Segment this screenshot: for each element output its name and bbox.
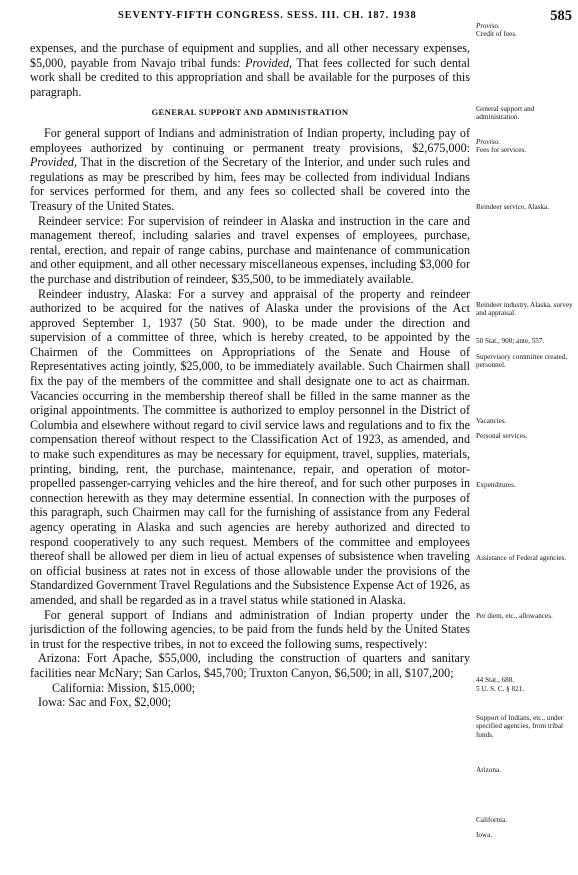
text-segment: For general support of Indians and administration of Indian property, including pay of employees authorized by continuing or permanent treaty provisions, $2,675,000: (30, 125, 470, 155)
text-segment: That in the discretion of the Secretary of the Interior, and under such rules and regulations as may be prescribed by him, fees may be collected from individual Indians for services performed for them, and any fees so collected shall be covered into the Treasury of the United States. (30, 155, 470, 213)
page-number: 585 (550, 8, 572, 24)
margin-note-text: Proviso. (476, 22, 500, 30)
paragraph-agency-support: For general support of Indians and administration of Indian property under the jurisdiction of the following agencies, to be paid from the funds held by the United States in trust for the respective tribes, in not to exceed the following sums, respectively: (30, 607, 470, 651)
text-segment: expenses, and the purchase of equipment and supplies, and all other necessary expenses, $5,000, payable from Navajo tribal funds: (30, 41, 470, 70)
margin-note-expenditures: Expenditures. (476, 481, 516, 489)
proviso-word: Provided, (30, 155, 77, 170)
margin-note-credit: Credit of fees. (476, 30, 517, 38)
paragraph-dental-fees (30, 41, 470, 99)
paragraph-iowa: Iowa: Sac and Fox, $2,000; (38, 695, 172, 710)
margin-note-arizona: Arizona. (476, 766, 501, 774)
proviso-word: Provided, (245, 55, 293, 70)
margin-note-text: Proviso. (476, 138, 500, 146)
margin-note-usc: 5 U. S. C. § 821. (476, 685, 525, 693)
margin-note-reindeer-service: Reindeer service, Alaska. (476, 203, 550, 211)
running-head: SEVENTY-FIFTH CONGRESS. SESS. III. CH. 187. 1938 (118, 10, 417, 21)
margin-note-assistance: Assistance of Federal agencies. (476, 554, 567, 562)
paragraph-reindeer-service: Reindeer service: For supervision of reindeer in Alaska and instruction in the care and management thereof, including salaries and travel expenses of employees, purchase, rental, erection, and repair of range cabins, purchase and maintenance of communication and other equipment, and all other necessary miscellaneous expenses, including $3,000 for the purchase and distribution of reindeer, $35,500, to be immediately available. (30, 213, 470, 286)
margin-note-general-support: General support and administration. (476, 105, 535, 122)
margin-note-reindeer-industry: Reindeer industry, Alaska, survey and appraisal. (476, 301, 573, 318)
margin-note-personal-services: Personal services. (476, 432, 528, 440)
margin-note-california: California. (476, 816, 507, 824)
margin-note-fees: Fees for services. (476, 146, 527, 154)
paragraph-general-support (30, 126, 470, 214)
margin-note-committee: Supervisory committee created, personnel. (476, 353, 568, 370)
margin-note-specified-agencies: Support of Indians, etc., under specified agencies, from tribal funds. (476, 714, 564, 739)
section-heading: GENERAL SUPPORT AND ADMINISTRATION (151, 107, 349, 118)
margin-note-stat-688: 44 Stat., 688. (476, 676, 515, 684)
margin-note-iowa: Iowa. (476, 831, 493, 839)
body-text (30, 41, 470, 710)
paragraph-arizona: Arizona: Fort Apache, $55,000, including the construction of quarters and sanitary facilities near McNary; San Carlos, $45,700; Truxton Canyon, $6,500; in all, $107,200; (30, 651, 470, 680)
paragraph-reindeer-industry: Reindeer industry, Alaska: For a survey and appraisal of the property and reindeer authorized to be acquired for the natives of Alaska under the provisions of the Act approved September 1, 1937 (50 Stat. 900), to be made under the direction and supervision of a committee of three, which is hereby created, to be appointed by the Chairmen of the Committees on Appropriations of the Senate and House of Representatives acting jointly, $25,000, to be immediately available. Such Chairmen shall fix the pay of the members of the committee and shall designate one to act as chairman. Vacancies occurring in the membership thereof shall be filled in the same manner as the original appointments. The committee is authorized to employ personnel in the District of Columbia and elsewhere without regard to civil service laws and regulations and to fix the compensation thereof without respect to the Classification Act of 1923, as amended, and to make such expenditures as may be necessary for equipment, travel, supplies, materials, printing, binding, rent, the purchase, maintenance, repair, and operation of motor-propelled passenger-carrying vehicles and the hire thereof, and for such other purposes in connection herewith as they may determine essential. In connection with the purposes of this paragraph, such Chairmen may call for the furnishing of assistance from any Federal agency operating in Alaska and such agencies are hereby authorized and directed to respond cooperatively to any such request. Members of the committee and employees thereof shall be allowed per diem in lieu of actual expenses of subsistence when traveling on official business at rates not in excess of those allowable under the provisions of the Standardized Government Travel Regulations and the Subsistence Expense Act of 1926, as amended, and shall be regarded as in a travel status while stationed in Alaska. (30, 286, 470, 607)
margin-note-per-diem: Per diem, etc., allowances. (476, 612, 553, 620)
margin-note-vacancies: Vacancies. (476, 417, 507, 425)
margin-note-stat-reference: 50 Stat., 900; ante, 557. (476, 337, 545, 345)
text-segment: That fees collected for such dental work shall be credited to this appropriation and shall be available for the purposes of this paragraph. (30, 55, 470, 99)
paragraph-california: California: Mission, $15,000; (52, 680, 196, 695)
